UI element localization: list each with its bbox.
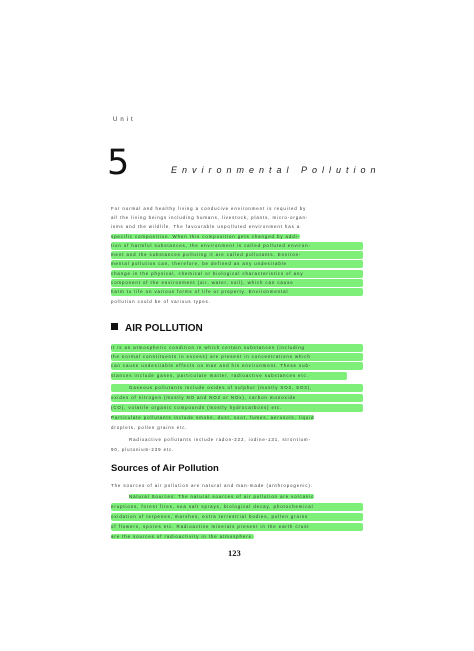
intro-highlight: specific composition. When this composition gets changed by addi- [111,234,300,239]
sources-line: The sources of air pollution are natural and man-made (anthropogenic). [111,483,313,488]
radioactivity-highlight: are the sources of radioactivity in the atmosphere. [111,534,255,539]
sources-line [111,493,363,501]
chapter-title: Environmental Pollution [171,165,381,175]
sources-line: oxidation of terpenes, marshes, extra terrestrial bodies, pollen grains [111,513,363,521]
sources-line [111,533,363,541]
natural-sources-highlight: Natural Sources: The natural sources of air pollution are volcanic [129,494,315,499]
intro-line: For normal and healthy living a conducive environment is required by [111,206,307,211]
air-line: (CO), volatile organic compounds (mostly hydrocarbons) etc. [111,404,363,412]
intro-line: tion of harmful substances, the environment is called polluted environ- [111,242,363,250]
intro-line: harm to life on various forms of life or property. Environmental [111,288,363,296]
air-line: the normal constituents in excess) are present in concentrations which [111,353,363,361]
unit-label: Unit [113,117,136,123]
page-number: 123 [228,548,241,558]
chapter-number: 5 [107,143,130,183]
air-line [111,414,363,422]
square-bullet-icon [111,323,118,330]
sources-line: eruptions, forest fires, sea salt sprays, biological decay, photochemical [111,503,363,511]
intro-line: pollution could be of various types. [111,299,211,304]
section-heading [111,323,203,334]
intro-line: component of the environment (air, water, soil), which can cause [111,279,363,287]
air-line: stances include gases, particulate matter, radioactive substances etc. [111,372,347,380]
intro-line: ment and the substances polluting it are called pollutants. Environ- [111,251,363,259]
particulate-highlight: Particulate pollutants include smoke, dust, soot, fumes, aerosols, liquid [111,415,315,420]
air-line: 90, plutonium-239 etc. [111,447,175,452]
subsection-heading: Sources of Air Pollution [111,463,219,474]
air-line: oxides of nitrogen (mostly NO and NO2 or NOx), carbon monoxide [111,394,363,402]
air-line: It is an atmospheric condition in which certain substances (including [111,344,363,352]
sources-line: of flowers, spores etc. Radioactive minerals present in the earth crust [111,523,363,531]
intro-line [111,233,363,241]
intro-line: isms and the wildlife. The favourable unpolluted environment has a [111,224,301,229]
air-line: Gaseous pollutants include oxides of sulphur (mostly SO2, SO3), [111,384,363,392]
air-line: Radioactive pollutants include radon-222, iodine-131, strontium- [129,437,311,442]
intro-line: mental pollution can, therefore, be defined as any undesirable [111,260,363,268]
intro-line: all the living beings including humans, livestock, plants, micro-organ- [111,215,309,220]
air-line: can cause undesirable effects on man and his environment. These sub- [111,362,363,370]
intro-line: change in the physical, chemical or biological characteristics of any [111,270,363,278]
air-line: droplets, pollen grains etc. [111,425,188,430]
section-heading-text: AIR POLLUTION [125,323,203,334]
